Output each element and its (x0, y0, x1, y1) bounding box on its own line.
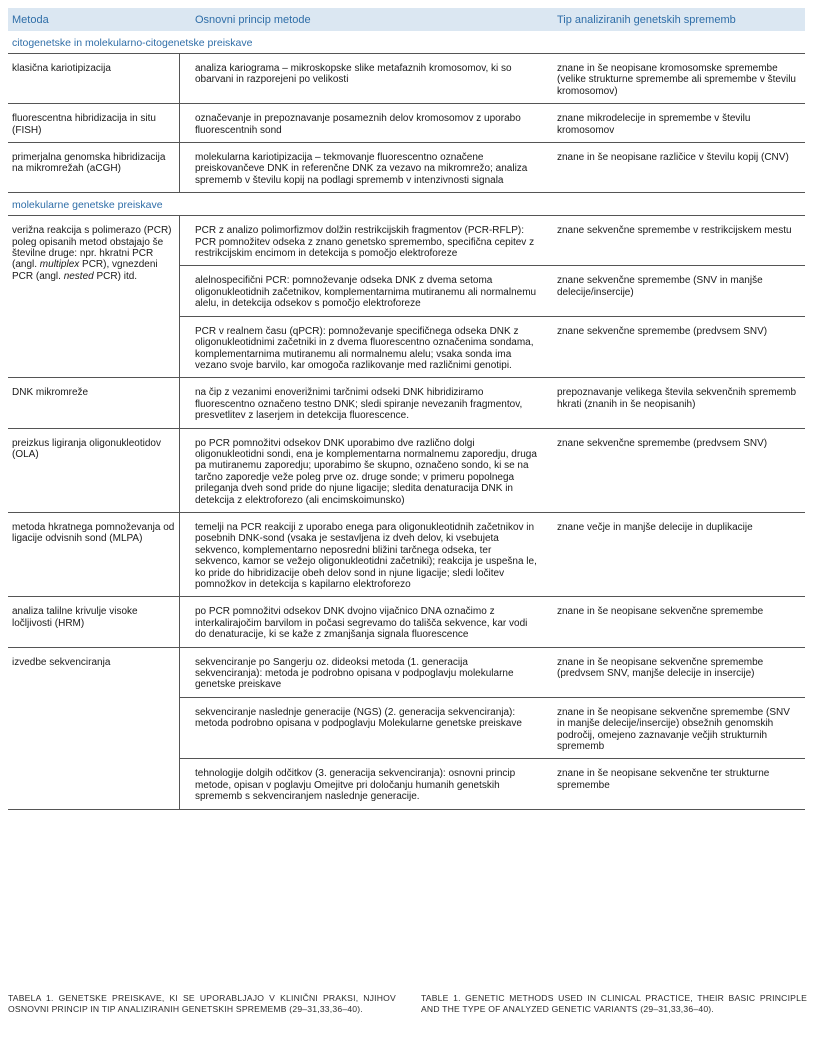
method-variant-row (180, 378, 805, 427)
principle-cell: sekvenciranje naslednje generacije (NGS) (2. generacija sekvenciranja): metoda podrobno opisana v podpoglavju Molekularne genetske preiskave (195, 706, 522, 730)
variant-type-cell: znane in še neopisane sekvenčne spremembe (predvsem SNV, manjše delecije in insercije) (557, 656, 764, 680)
table-row (8, 143, 805, 193)
principle-cell: označevanje in prepoznavanje posameznih delov kromosomov z uporabo fluorescentnih sond (195, 113, 521, 136)
principle-cell: molekularna kariotipizacija – tekmovanje fluorescentno označene preiskovančeve DNK in referenčne DNK za vezavo na mikromrežo; analiza sprememb v številu kopij na podlagi sprememb v intenzivnosti signala (195, 152, 528, 186)
table-body (8, 31, 805, 810)
variant-type-cell: znane mikrodelecije in spremembe v številu kromosomov (557, 113, 751, 136)
caption-english: TABLE 1. GENETIC METHODS USED IN CLINICAL PRACTICE, THEIR BASIC PRINCIPLE AND THE TYPE OF ANALYZED GENETIC VARIANTS (29–31,33,36–40). (421, 993, 807, 1014)
table-row (8, 429, 805, 513)
method-variant-row (180, 54, 805, 103)
variant-type-cell: znane večje in manjše delecije in duplikacije (557, 521, 753, 533)
method-variant-row (180, 216, 805, 265)
principle-cell: analiza kariograma – mikroskopske slike metafaznih kromosomov, ki so obarvani in razporejeni po velikosti (195, 63, 512, 86)
variant-type-cell: znane sekvenčne spremembe (predvsem SNV) (557, 325, 768, 337)
method-name: klasična kariotipizacija (8, 54, 180, 103)
principle-cell: alelnospecifični PCR: pomnoževanje odseka DNK z dvema setoma oligonukleotidnih začetnikov, komplementarnima mutiranemu ali normalnemu alelu, in detekcija odsekov s pomočjo elektroforeze (195, 275, 537, 310)
methods-table (8, 8, 805, 810)
variant-type-cell: znane sekvenčne spremembe (SNV in manjše delecije/insercije) (557, 275, 763, 298)
method-name: izvedbe sekvenciranja (8, 648, 180, 809)
header-principle: Osnovni princip metode (195, 13, 311, 26)
table-row (8, 54, 805, 104)
section-title: citogenetske in molekularno-citogenetske preiskave (8, 31, 805, 54)
principle-cell: PCR v realnem času (qPCR): pomnoževanje specifičnega odseka DNK z oligonukleotidnimi začetniki in z dvema fluorescentno označenima sondama, komplementarnima mutiranemu ali normalnemu alelu; vsaka sonda ima vezano svoje barvilo, kar omogoča razlikovanje med različnimi genotipi. (195, 325, 534, 371)
method-name: preizkus ligiranja oligonukleotidov (OLA) (8, 429, 180, 512)
principle-cell: po PCR pomnožitvi odsekov DNK uporabimo dve različno dolgi oligonukleotidni sondi, ena je komplementarna normalnemu zaporedju, druga pa mutiranemu zaporedju; uporabimo še skupno, označeno sondo, ki se na tarčno zaporedje veže poleg prve oz. druge sonde; v primeru popolnega prileganja dveh sond pride do njune ligacije; sledita denaturacija DNK in detekcija z elektroforezo (ali encimskoimunsko) (195, 437, 537, 506)
principle-cell: po PCR pomnožitvi odsekov DNK dvojno vijačnico DNA označimo z interkalirajočim barvilom in počasi segrevamo do tališča sekvence, kar vodi do denaturacije, ki se kaže z zmanjšanja signala fluorescence (195, 606, 528, 641)
method-name: metoda hkratnega pomnoževanja od ligacije odvisnih sond (MLPA) (8, 513, 180, 596)
caption-slovenian: TABELA 1. GENETSKE PREISKAVE, KI SE UPORABLJAJO V KLINIČNI PRAKSI, NJIHOV OSNOVNI PRINCIP IN TIP ANALIZIRANIH GENETSKIH SPREMEMB (29–31,33,36–40). (8, 993, 396, 1014)
table-row (8, 648, 805, 810)
variant-type-cell: znane sekvenčne spremembe v restrikcijskem mestu (557, 225, 792, 237)
header-method: Metoda (12, 13, 49, 26)
method-variant-row (180, 316, 805, 378)
method-variant-row (180, 697, 805, 759)
table-row (8, 513, 805, 597)
method-variant-row (180, 758, 805, 808)
table-row (8, 216, 805, 378)
table-row (8, 378, 805, 428)
principle-cell: na čip z vezanimi enoverižnimi tarčnimi odseki DNK hibridiziramo fluorescentno označeno testno DNK; sledi spiranje nevezanih fragmentov, presvetlitev z laserjem in detekcija fluorescence. (195, 387, 523, 422)
principle-cell: temelji na PCR reakciji z uporabo enega para oligonukleotidnih začetnikov in posebnih DNK-sond (vsaka je sestavljena iz dveh delov, ki vsebujeta sekvenco, komplementarno neposredni bližini tarčnega odseka, ter sekvenco, kamor se vežejo oligonukleotidni začetniki); reakcija je uspešna le, ko pride do hibridizacije obeh delov sond in njune ligacije; sledi ločitev pomnožkov in detekcija s kapilarno elektroforezo (195, 521, 537, 590)
table-row (8, 104, 805, 143)
method-variant-row (180, 648, 805, 697)
method-name: fluorescentna hibridizacija in situ (FISH) (8, 104, 180, 142)
principle-cell: tehnologije dolgih odčitkov (3. generacija sekvenciranja): osnovni princip metode, opisan v poglavju Omejitve pri določanju humanih genetskih sprememb s sekvenciranjem naslednje generacije. (195, 768, 516, 803)
method-variant-row (180, 104, 805, 142)
variant-type-cell: znane in še neopisane kromosomske spremembe (velike strukturne spremembe ali spremembe v številu kromosomov) (557, 63, 796, 97)
method-variant-row (180, 597, 805, 646)
variant-type-cell: znane in še neopisane sekvenčne spremembe (557, 606, 764, 618)
method-variant-row (180, 265, 805, 315)
principle-cell: PCR z analizo polimorfizmov dolžin restrikcijskih fragmentov (PCR-RFLP): PCR pomnožitev odseka z znano genetsko spremembo, specifična cepitev z restrikcijskim encimom in detekcija s pomočjo elektroforeze (195, 225, 535, 260)
table-row (8, 597, 805, 647)
method-variant-row (180, 429, 805, 512)
method-variant-row (180, 143, 805, 192)
method-name: DNK mikromreže (8, 378, 180, 427)
method-variant-row (180, 513, 805, 596)
method-name: analiza talilne krivulje visoke ločljivosti (HRM) (8, 597, 180, 646)
header-variant-type: Tip analiziranih genetskih sprememb (557, 13, 736, 26)
variant-type-cell: znane sekvenčne spremembe (predvsem SNV) (557, 437, 768, 449)
variant-type-cell: prepoznavanje velikega števila sekvenčnih sprememb hkrati (znanih in še neopisanih) (557, 387, 797, 410)
section-title: molekularne genetske preiskave (8, 193, 805, 216)
method-name: verižna reakcija s polimerazo (PCR) poleg opisanih metod obstajajo še številne druge: npr. hkratni PCR (angl. multiplex PCR), vgnezdeni PCR (angl. nested PCR) itd. (8, 216, 180, 377)
table-header (8, 8, 805, 31)
variant-type-cell: znane in še neopisane sekvenčne ter strukturne spremembe (557, 768, 770, 791)
method-name: primerjalna genomska hibridizacija na mikromrežah (aCGH) (8, 143, 180, 192)
principle-cell: sekvenciranje po Sangerju oz. dideoksi metoda (1. generacija sekvenciranja): metoda je podrobno opisana v podpoglavju molekularne genetske preiskave (195, 656, 514, 691)
variant-type-cell: znane in še neopisane sekvenčne spremembe (SNV in manjše delecije/insercije) obsežnih genomskih področij, omejeno zaznavanje večjih strukturnih sprememb (557, 706, 790, 753)
variant-type-cell: znane in še neopisane različice v številu kopij (CNV) (557, 152, 789, 164)
